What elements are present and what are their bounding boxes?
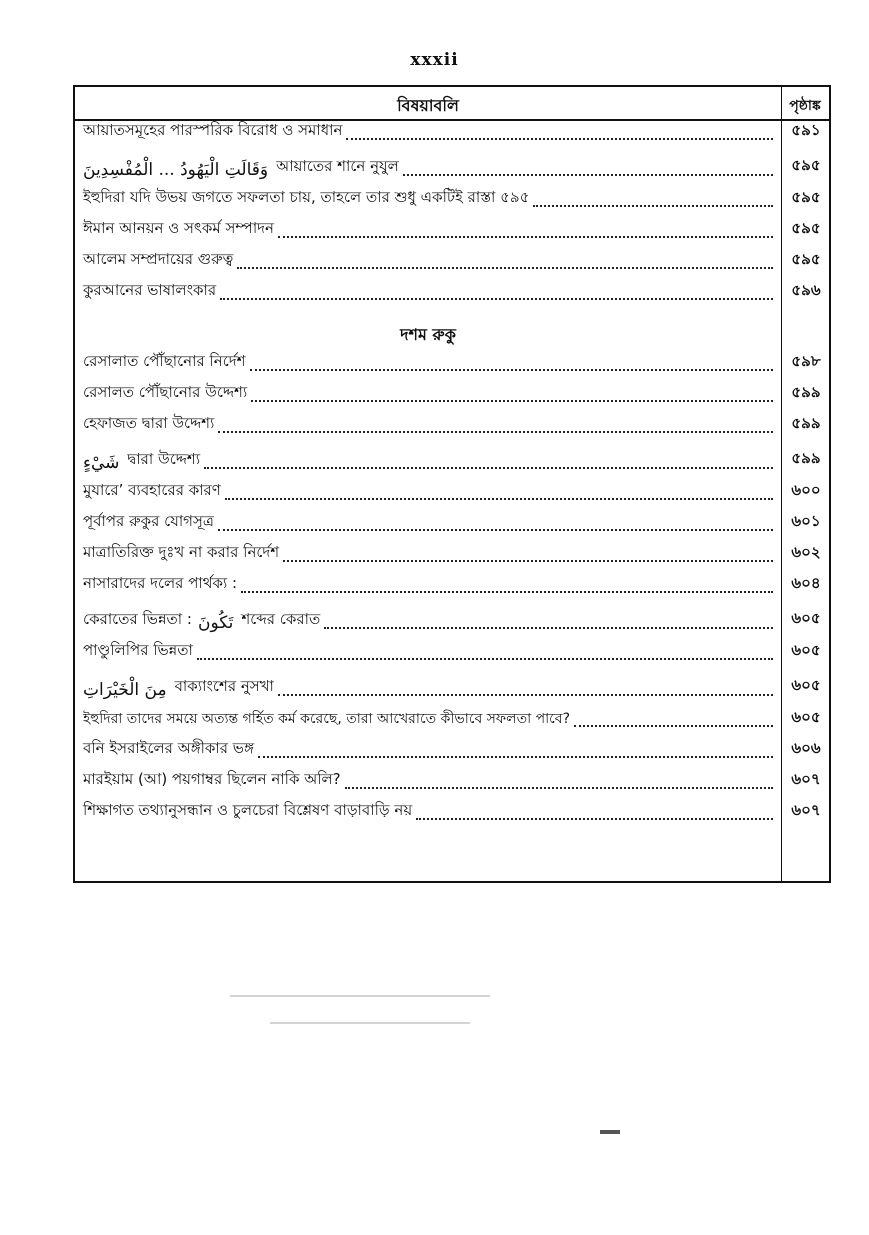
toc-entry-page: ৫৯৬ bbox=[791, 281, 821, 299]
leader-dots bbox=[241, 591, 773, 593]
toc-entry bbox=[75, 479, 829, 510]
toc-entry-text: কুরআনের ভাষালংকার bbox=[83, 281, 217, 299]
toc-entry-text: বনি ইসরাইলের অঙ্গীকার ভঙ্গ bbox=[83, 739, 254, 757]
toc-entry-page: ৫৯৯ bbox=[791, 449, 821, 467]
toc-entry-page: ৫৯৫ bbox=[791, 188, 821, 206]
toc-entry-prefix: কেরাতের ভিন্নতা : bbox=[83, 610, 192, 628]
toc-entry-page: ৬০৫ bbox=[791, 708, 821, 726]
toc-entry-page: ৬০৭ bbox=[791, 770, 821, 788]
leader-dots bbox=[197, 658, 773, 660]
toc-entry-text: পূর্বাপর রুকুর যোগসূত্র bbox=[83, 512, 214, 530]
toc-entry-page: ৫৯৫ bbox=[791, 156, 821, 174]
toc-entry-text: মারইয়াম (আ) পয়গাম্বর ছিলেন নাকি অলি? bbox=[83, 770, 341, 788]
leader-dots bbox=[416, 818, 773, 820]
leader-dots bbox=[250, 369, 773, 371]
toc-entry-text: ইহুদিরা তাদের সময়ে অত্যন্ত গর্হিত কর্ম করেছে, তারা আখেরাতে কীভাবে সফলতা পাবে? bbox=[83, 711, 571, 727]
toc-entry-page: ৬০০ bbox=[791, 481, 821, 499]
toc-entry-text: দ্বারা উদ্দেশ্য bbox=[127, 450, 201, 468]
toc-entry-text: বাক্যাংশের নুসখা bbox=[174, 677, 274, 695]
leader-dots bbox=[251, 400, 773, 402]
toc-entry bbox=[75, 248, 829, 279]
toc-entry-text: হেফাজত দ্বারা উদ্দেশ্য bbox=[83, 414, 215, 432]
toc-entry-page: ৬০২ bbox=[791, 543, 821, 561]
toc-entry-page: ৫৯৯ bbox=[791, 414, 821, 432]
toc-entry-page: ৫৯৯ bbox=[791, 383, 821, 401]
leader-dots bbox=[237, 267, 773, 269]
toc-entry-text: আয়াতসমূহের পারস্পরিক বিরোধ ও সমাধান bbox=[83, 121, 343, 139]
toc-entry-arabic: مِنَ الْخَيْرَاتِ bbox=[83, 680, 167, 700]
toc-entry bbox=[75, 799, 829, 830]
toc-entry-page: ৫৯৫ bbox=[791, 219, 821, 237]
toc-entry-text: শিক্ষাগত তথ্যানুসন্ধান ও চুলচেরা বিশ্লেষণ বাড়াবাড়ি নয় bbox=[83, 801, 413, 819]
toc-entry bbox=[75, 670, 829, 706]
toc-entry bbox=[75, 150, 829, 186]
section-title: দশম রুকু bbox=[400, 325, 456, 344]
toc-entry-page: ৫৯৫ bbox=[791, 250, 821, 268]
toc-rows bbox=[75, 119, 829, 830]
toc-entry bbox=[75, 443, 829, 479]
toc-entry-text: মাত্রাতিরিক্ত দুঃখ না করার নির্দেশ bbox=[83, 543, 280, 561]
toc-entry-text: রেসালাত পৌঁছানোর নির্দেশ bbox=[83, 352, 246, 370]
toc-entry-page: ৬০৪ bbox=[791, 574, 821, 592]
toc-entry bbox=[75, 572, 829, 603]
toc-entry-text: শব্দের কেরাত bbox=[241, 610, 321, 628]
leader-dots bbox=[278, 694, 773, 696]
toc-entry-arabic: شَيْءٍ bbox=[83, 453, 120, 473]
toc-entry-text: রেসালত পৌঁছানোর উদ্দেশ্য bbox=[83, 383, 248, 401]
leader-dots bbox=[283, 560, 773, 562]
toc-entry bbox=[75, 541, 829, 572]
leader-dots bbox=[218, 529, 773, 531]
page-number: xxxii bbox=[410, 50, 459, 70]
toc-entry-page: ৬০৫ bbox=[791, 641, 821, 659]
leader-dots bbox=[258, 756, 773, 758]
leader-dots bbox=[346, 138, 773, 140]
toc-entry bbox=[75, 603, 829, 639]
toc-entry-arabic: وَقَالَتِ الْيَهُودُ ... الْمُفْسِدِينَ bbox=[83, 160, 269, 180]
table-of-contents bbox=[73, 85, 831, 883]
toc-header bbox=[75, 87, 829, 121]
toc-entry bbox=[75, 279, 829, 310]
toc-entry bbox=[75, 639, 829, 670]
leader-dots bbox=[225, 498, 773, 500]
toc-entry-page: ৫৯৮ bbox=[791, 352, 821, 370]
toc-entry-text: ঈমান আনয়ন ও সৎকর্ম সম্পাদন bbox=[83, 219, 274, 237]
toc-entry bbox=[75, 186, 829, 217]
toc-entry bbox=[75, 737, 829, 768]
leader-dots bbox=[533, 205, 773, 207]
toc-entry-page: ৬০১ bbox=[791, 512, 821, 530]
toc-entry-page: ৫৯১ bbox=[791, 121, 821, 139]
toc-entry-page: ৬০৬ bbox=[791, 739, 821, 757]
leader-dots bbox=[220, 298, 773, 300]
toc-entry-text: নাসারাদের দলের পার্থক্য : bbox=[83, 574, 238, 592]
leader-dots bbox=[278, 236, 773, 238]
toc-entry bbox=[75, 510, 829, 541]
toc-entry-text: পাণ্ডুলিপির ভিন্নতা bbox=[83, 641, 193, 659]
toc-entry-text: আয়াতের শানে নুযুল bbox=[276, 157, 399, 175]
toc-entry bbox=[75, 412, 829, 443]
toc-entry-text: ইহুদিরা যদি উভয় জগতে সফলতা চায়, তাহলে তার শুধু একটিই রাস্তা ৫৯৫ bbox=[83, 188, 530, 206]
toc-entry-text: মুযারে’ ব্যবহারের কারণ bbox=[83, 481, 221, 499]
toc-entry-text: আলেম সম্প্রদায়ের গুরুত্ব bbox=[83, 250, 234, 268]
toc-entry-page: ৬০৫ bbox=[791, 609, 821, 627]
toc-entry-page: ৬০৫ bbox=[791, 676, 821, 694]
leader-dots bbox=[218, 431, 773, 433]
leader-dots bbox=[574, 725, 773, 727]
toc-entry bbox=[75, 217, 829, 248]
section-heading-row bbox=[75, 310, 829, 350]
toc-entry bbox=[75, 706, 829, 737]
toc-entry bbox=[75, 350, 829, 381]
toc-header-title: বিষয়াবলি bbox=[397, 96, 459, 115]
toc-entry bbox=[75, 768, 829, 799]
leader-dots bbox=[324, 627, 773, 629]
toc-header-page-label: পৃষ্ঠাঙ্ক bbox=[789, 98, 821, 114]
leader-dots bbox=[204, 467, 773, 469]
toc-entry-page: ৬০৭ bbox=[791, 801, 821, 819]
leader-dots bbox=[403, 174, 773, 176]
toc-entry-arabic: تَكُونَ bbox=[197, 613, 234, 633]
leader-dots bbox=[345, 787, 773, 789]
toc-entry bbox=[75, 119, 829, 150]
toc-entry bbox=[75, 381, 829, 412]
